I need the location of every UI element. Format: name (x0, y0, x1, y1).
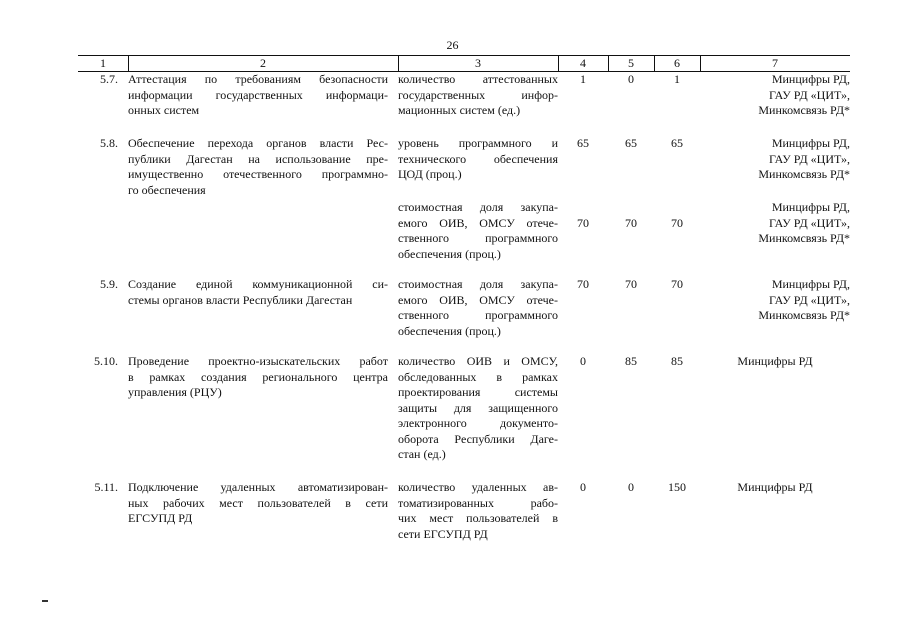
value-col-6: 70 (671, 216, 683, 230)
table-header (78, 55, 850, 72)
row-number: 5.11. (94, 480, 118, 494)
executor: Минцифры РД, ГАУ РД «ЦИТ», Минкомсвязь РД* (758, 136, 850, 181)
executor: Минцифры РД, ГАУ РД «ЦИТ», Минкомсвязь РД* (758, 72, 850, 117)
measure-name: Подключение удаленных автоматизирован- ных рабочих мест пользователей в сети ЕГСУПД РД (128, 480, 388, 525)
measure-name: Аттестация по требованиям безопасности информации государственных информаци- онных систем (128, 72, 388, 117)
indicator: количество удаленных ав- томатизированных рабо- чих мест пользователей в сети ЕГСУПД РД (398, 480, 558, 541)
value-col-4: 1 (580, 72, 586, 86)
indicator: стоимостная доля закупа- емого ОИВ, ОМСУ отече- ственного программного обеспечения (проц.) (398, 277, 558, 338)
page-number: 26 (446, 38, 459, 52)
row-number: 5.7. (100, 72, 118, 86)
value-col-5: 70 (625, 277, 637, 291)
header-col-3: 3 (475, 56, 481, 70)
row-number: 5.10. (94, 354, 118, 368)
scan-mark (42, 600, 48, 602)
header-col-1: 1 (100, 56, 106, 70)
indicator: количество ОИВ и ОМСУ, обследованных в рамках проектирования системы защиты для защищенного электронного документо- оборота Республики Даге- стан (ед.) (398, 354, 558, 461)
value-col-4: 65 (577, 136, 589, 150)
value-col-4: 0 (580, 480, 586, 494)
value-col-5: 65 (625, 136, 637, 150)
executor: Минцифры РД, ГАУ РД «ЦИТ», Минкомсвязь РД* (758, 277, 850, 322)
value-col-4: 0 (580, 354, 586, 368)
row-number: 5.9. (100, 277, 118, 291)
value-col-5: 85 (625, 354, 637, 368)
value-col-5: 70 (625, 216, 637, 230)
indicator: стоимостная доля закупа- емого ОИВ, ОМСУ отече- ственного программного обеспечения (проц.) (398, 200, 558, 261)
measure-name: Создание единой коммуникационной си- стемы органов власти Республики Дагестан (128, 277, 388, 307)
value-col-6: 70 (671, 277, 683, 291)
value-col-4: 70 (577, 277, 589, 291)
header-col-5: 5 (628, 56, 634, 70)
value-col-6: 150 (668, 480, 686, 494)
indicator: количество аттестованных государственных инфор- мационных систем (ед.) (398, 72, 558, 117)
header-col-6: 6 (674, 56, 680, 70)
measure-name: Обеспечение перехода органов власти Рес- публики Дагестан на использование пре- имущественно отечественного программно- го обеспечения (128, 136, 388, 197)
value-col-5: 0 (628, 72, 634, 86)
row-number: 5.8. (100, 136, 118, 150)
executor: Минцифры РД (737, 480, 813, 494)
indicator: уровень программного и технического обеспечения ЦОД (проц.) (398, 136, 558, 181)
header-col-7: 7 (772, 56, 778, 70)
value-col-6: 1 (674, 72, 680, 86)
value-col-6: 65 (671, 136, 683, 150)
value-col-6: 85 (671, 354, 683, 368)
value-col-4: 70 (577, 216, 589, 230)
executor: Минцифры РД, ГАУ РД «ЦИТ», Минкомсвязь РД* (758, 200, 850, 245)
header-col-2: 2 (260, 56, 266, 70)
header-col-4: 4 (580, 56, 586, 70)
executor: Минцифры РД (737, 354, 813, 368)
measure-name: Проведение проектно-изыскательских работ в рамках создания регионального центра управления (РЦУ) (128, 354, 388, 399)
value-col-5: 0 (628, 480, 634, 494)
